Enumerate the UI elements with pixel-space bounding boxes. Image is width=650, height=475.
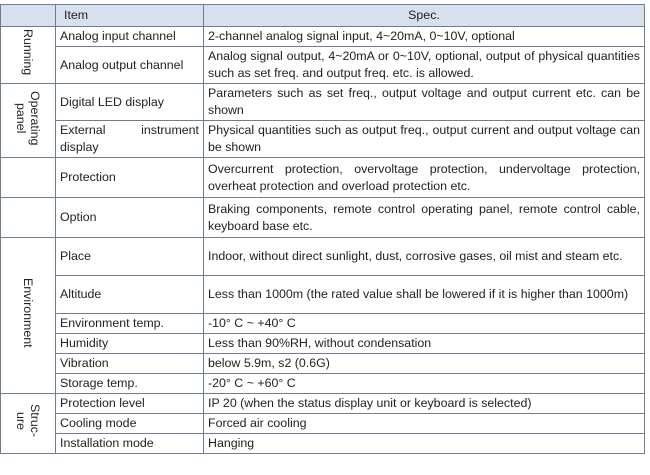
item-cell: Analog input channel — [56, 27, 204, 47]
category-cell — [1, 394, 56, 454]
table-row — [1, 121, 645, 158]
category-cell — [1, 158, 56, 198]
header-item: Item — [56, 5, 204, 27]
table-row — [1, 158, 645, 198]
header-spec: Spec. — [204, 5, 645, 27]
spec-cell: Less than 90%RH, without condensation — [204, 334, 645, 354]
item-cell: Environment temp. — [56, 314, 204, 334]
table-row — [1, 84, 645, 121]
spec-cell: -10° C ~ +40° C — [204, 314, 645, 334]
item-cell: Protection level — [56, 394, 204, 414]
category-cell — [1, 27, 56, 84]
spec-cell: 2-channel analog signal input, 4~20mA, 0~10V, optional — [204, 27, 645, 47]
table-row — [1, 434, 645, 454]
table-row — [1, 27, 645, 47]
item-cell: External instrument display — [56, 121, 204, 158]
table-row — [1, 238, 645, 276]
spec-cell: Parameters such as set freq., output voltage and output current etc. can be shown — [204, 84, 645, 121]
spec-cell: Physical quantities such as output freq., output current and output voltage can be shown — [204, 121, 645, 158]
table-row — [1, 394, 645, 414]
spec-cell: Forced air cooling — [204, 414, 645, 434]
item-cell: Analog output channel — [56, 47, 204, 84]
category-label: Struc- ure — [14, 404, 42, 438]
spec-cell: IP 20 (when the status display unit or keyboard is selected) — [204, 394, 645, 414]
item-cell: Cooling mode — [56, 414, 204, 434]
spec-cell: Overcurrent protection, overvoltage protection, undervoltage protection, overheat protection and overload protection etc. — [204, 158, 645, 198]
spec-cell: Hanging — [204, 434, 645, 454]
table-row — [1, 198, 645, 238]
table-row — [1, 374, 645, 394]
spec-table — [0, 4, 645, 454]
spec-cell: Indoor, without direct sunlight, dust, corrosive gases, oil mist and steam etc. — [204, 238, 645, 276]
table-row — [1, 414, 645, 434]
category-cell — [1, 198, 56, 238]
item-cell: Digital LED display — [56, 84, 204, 121]
item-cell: Protection — [56, 158, 204, 198]
spec-cell: Analog signal output, 4~20mA or 0~10V, optional, output of physical quantities such as set freq. and output freq. etc. is allowed. — [204, 47, 645, 84]
table-row — [1, 314, 645, 334]
item-cell: Vibration — [56, 354, 204, 374]
item-cell: Place — [56, 238, 204, 276]
category-label: Environment — [21, 278, 35, 348]
item-cell: Altitude — [56, 276, 204, 314]
category-label: Operating panel — [14, 90, 42, 146]
header-row — [1, 5, 645, 27]
table-row — [1, 276, 645, 314]
item-cell: Storage temp. — [56, 374, 204, 394]
category-cell — [1, 84, 56, 158]
item-cell: Installation mode — [56, 434, 204, 454]
table-row — [1, 354, 645, 374]
category-label: Running — [21, 29, 35, 76]
spec-cell: below 5.9m, s2 (0.6G) — [204, 354, 645, 374]
table-row — [1, 47, 645, 84]
item-cell: Humidity — [56, 334, 204, 354]
table-row — [1, 334, 645, 354]
header-category-cell — [1, 5, 56, 27]
spec-cell: Braking components, remote control operating panel, remote control cable, keyboard base etc. — [204, 198, 645, 238]
spec-cell: -20° C ~ +60° C — [204, 374, 645, 394]
spec-cell: Less than 1000m (the rated value shall be lowered if it is higher than 1000m) — [204, 276, 645, 314]
item-cell: Option — [56, 198, 204, 238]
category-cell — [1, 238, 56, 394]
